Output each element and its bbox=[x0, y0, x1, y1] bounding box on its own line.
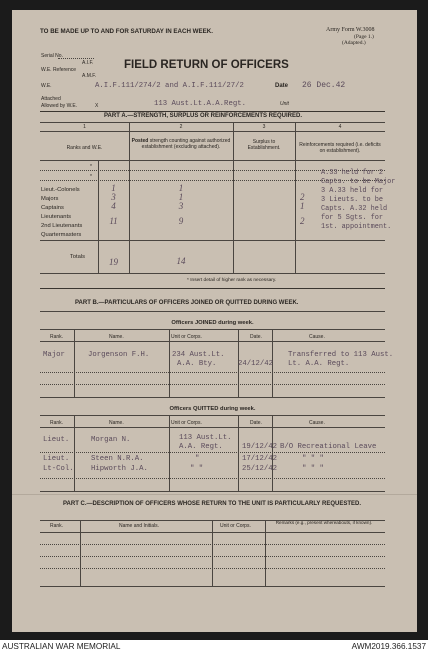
quitted-rank: Lieut. bbox=[43, 455, 70, 463]
reinforcement-note: for 5 Sgts. for bbox=[321, 214, 384, 222]
quitted-col-rank: Rank. bbox=[50, 420, 64, 426]
joined-header-rule bbox=[40, 341, 385, 342]
part-c-divider-1 bbox=[80, 520, 81, 586]
quitted-date: 17/12/42 bbox=[242, 455, 278, 463]
aif-label: A.I.F. bbox=[82, 60, 94, 66]
form-page: (Page 1.) bbox=[354, 34, 374, 40]
quitted-col-cause: Cause. bbox=[309, 420, 325, 426]
we-label: W.E. bbox=[41, 83, 52, 89]
quitted-name: Steen N.R.A. bbox=[91, 455, 144, 463]
joined-title-rule bbox=[40, 329, 385, 330]
quitted-divider-3 bbox=[238, 415, 239, 491]
part-c-col-name: Name and Initials. bbox=[119, 523, 160, 529]
totals-label: Totals bbox=[69, 254, 85, 260]
serial-label: Serial No. bbox=[41, 53, 63, 59]
posted-header bbox=[131, 138, 231, 150]
quitted-name: Morgan N. bbox=[91, 436, 131, 444]
quitted-divider-2 bbox=[169, 415, 170, 491]
quitted-unit: 113 Aust.Lt. bbox=[179, 434, 232, 442]
reinforcement-note: Capts. to be Major bbox=[321, 178, 396, 186]
quitted-col-name: Name. bbox=[109, 420, 124, 426]
posted-header-text: strength counting against authorized establishment (excluding attached). bbox=[141, 138, 231, 150]
form-id: Army Form W.3008 bbox=[326, 27, 375, 33]
part-c-col-rank: Rank. bbox=[50, 523, 64, 529]
col-number-2: 2 bbox=[179, 124, 183, 130]
archive-name: AUSTRALIAN WAR MEMORIAL bbox=[2, 642, 121, 651]
reinforcement-value: 2 bbox=[300, 216, 305, 226]
joined-col-date: Date. bbox=[250, 334, 262, 340]
part-a-title: PART A.—STRENGTH, SURPLUS OR REINFORCEMENTS REQUIRED. bbox=[104, 113, 303, 119]
quitted-divider-1 bbox=[74, 415, 75, 491]
reinforcement-note: 3 A.33 held for bbox=[321, 187, 384, 195]
joined-unit-line-2: A.A. Bty. bbox=[177, 360, 217, 368]
archive-reference: AWM2019.366.1537 bbox=[351, 642, 426, 651]
we-value: A.I.F.111/274/2 and A.I.F.111/27/2 bbox=[95, 82, 244, 90]
quitted-title: Officers QUITTED during week. bbox=[169, 406, 256, 412]
part-a-col-header-rule bbox=[40, 160, 385, 161]
joined-cause: Transferred to 113 Aust. bbox=[288, 351, 394, 359]
col-number-1: 1 bbox=[83, 124, 86, 130]
part-c-divider-3 bbox=[265, 520, 266, 586]
quitted-row-rule bbox=[40, 478, 385, 479]
we-value: 3 bbox=[111, 192, 116, 202]
part-c-col-remarks: Remarks (e.g., present whereabouts, if known). bbox=[275, 520, 373, 525]
reinforcement-note: 3 Lieuts. to be bbox=[321, 196, 384, 204]
amf-label: A.M.F. bbox=[82, 73, 97, 79]
reinforcements-header: Reinforcements required (i.e. deficits on establishment). bbox=[299, 142, 381, 154]
we-value: 4 bbox=[111, 201, 116, 211]
asterisk-1: * bbox=[90, 164, 92, 170]
col-number-rule bbox=[40, 131, 385, 132]
joined-divider-1 bbox=[74, 329, 75, 397]
unit-value: 113 Aust.Lt.A.A.Regt. bbox=[154, 100, 246, 108]
quitted-header-rule bbox=[40, 427, 385, 428]
part-c-row-rule bbox=[40, 568, 385, 569]
joined-col-name: Name. bbox=[109, 334, 124, 340]
quitted-cause: " " " bbox=[302, 455, 324, 463]
reinforcement-note: 1st. appointment. bbox=[321, 223, 392, 231]
part-c-col-unit: Unit or Corps. bbox=[220, 523, 251, 529]
part-c-title: PART C.—DESCRIPTION OF OFFICERS WHOSE RETURN TO THE UNIT IS PARTICULARLY REQUESTED. bbox=[62, 501, 362, 507]
form-instruction: TO BE MADE UP TO AND FOR SATURDAY IN EACH WEEK. bbox=[40, 28, 213, 35]
quitted-divider-4 bbox=[272, 415, 273, 491]
quitted-date: 25/12/42 bbox=[242, 465, 278, 473]
part-c-bottom-rule bbox=[40, 586, 385, 587]
date-value: 26 Dec.42 bbox=[302, 81, 346, 90]
part-a-bottom-rule bbox=[40, 288, 385, 289]
posted-value: 9 bbox=[178, 216, 184, 226]
ranks-header: Ranks and W.E. bbox=[66, 145, 103, 151]
serial-line bbox=[58, 58, 94, 59]
form-adapted: (Adapted.) bbox=[342, 40, 366, 46]
joined-col-rank: Rank. bbox=[50, 334, 64, 340]
col-2-divider bbox=[233, 122, 234, 273]
reinforcement-note: Capts. A.32 held bbox=[321, 205, 388, 213]
joined-title: Officers JOINED during week. bbox=[171, 320, 254, 326]
joined-row-rule bbox=[40, 384, 385, 385]
reinforcement-value: 2 bbox=[300, 192, 305, 202]
form-title: FIELD RETURN OF OFFICERS bbox=[124, 59, 289, 71]
quitted-col-date: Date. bbox=[250, 420, 262, 426]
part-a-header-rule bbox=[40, 122, 385, 123]
posted-header-bold: Posted bbox=[131, 138, 149, 144]
quitted-bottom-rule bbox=[40, 491, 385, 492]
x-mark: X bbox=[95, 103, 99, 109]
quitted-unit: " " bbox=[190, 465, 204, 473]
totals-posted: 14 bbox=[176, 256, 186, 266]
rank-label: Majors bbox=[41, 196, 59, 202]
totals-we: 19 bbox=[109, 257, 118, 267]
part-b-title: PART B.—PARTICULARS OF OFFICERS JOINED OR QUITTED DURING WEEK. bbox=[75, 300, 299, 306]
part-c-row-rule bbox=[40, 556, 385, 557]
rank-label: Captains bbox=[41, 205, 64, 211]
we-reference-label: W.E. Reference bbox=[41, 67, 77, 73]
quitted-col-unit: Unit or Corps. bbox=[171, 420, 202, 426]
we-value: 11 bbox=[109, 216, 118, 226]
part-c-row-rule bbox=[40, 544, 385, 545]
part-c-divider-2 bbox=[212, 520, 213, 586]
quitted-row-rule bbox=[40, 452, 385, 453]
totals-top-rule bbox=[40, 240, 385, 241]
part-a-top-rule bbox=[40, 111, 385, 112]
rank-label: Quartermasters bbox=[41, 232, 82, 238]
reinforcement-note: A.33 held for 2 bbox=[321, 169, 384, 177]
asterisk-2: * bbox=[90, 174, 92, 180]
quitted-cause: B/O Recreational Leave bbox=[280, 443, 377, 451]
posted-value: 1 bbox=[178, 192, 184, 202]
quitted-unit: " bbox=[195, 455, 200, 463]
joined-bottom-rule bbox=[40, 397, 385, 398]
joined-col-cause: Cause. bbox=[309, 334, 325, 340]
totals-bottom-rule bbox=[40, 273, 385, 274]
quitted-cause: " " " bbox=[302, 465, 324, 473]
col-number-3: 3 bbox=[262, 124, 266, 130]
reinforcement-value: 1 bbox=[300, 201, 305, 211]
col-3-divider bbox=[295, 122, 296, 273]
joined-unit: 234 Aust.Lt. bbox=[172, 351, 225, 359]
quitted-rank: Lt-Col. bbox=[43, 465, 74, 473]
quitted-name: Hipworth J.A. bbox=[91, 465, 148, 473]
joined-row-rule bbox=[40, 372, 385, 373]
part-b-rule bbox=[40, 311, 385, 312]
quitted-title-rule bbox=[40, 415, 385, 416]
joined-rank: Major bbox=[43, 351, 65, 359]
we-value: 1 bbox=[111, 183, 116, 193]
allowed-label: Allowed by W.E. bbox=[41, 103, 78, 109]
quitted-date: 19/12/42 bbox=[242, 443, 278, 451]
rank-label: Lieutenants bbox=[41, 214, 71, 220]
fold-line bbox=[12, 494, 417, 495]
surplus-header: Surplus to Establishment. bbox=[247, 139, 281, 151]
joined-col-unit: Unit or Corps. bbox=[171, 334, 202, 340]
attached-label: Attached bbox=[41, 96, 61, 102]
archive-footer bbox=[0, 640, 428, 653]
col-number-4: 4 bbox=[338, 124, 342, 130]
rank-label: Lieut.-Colonels bbox=[41, 187, 80, 193]
posted-value: 3 bbox=[178, 201, 184, 211]
posted-value: 1 bbox=[178, 183, 184, 193]
field-return-form bbox=[12, 10, 417, 632]
footnote: * Insert detail of higher rank as necessary. bbox=[187, 278, 277, 283]
joined-cause-line-2: Lt. A.A. Regt. bbox=[288, 360, 350, 368]
joined-name: Jorgenson F.H. bbox=[88, 351, 150, 359]
joined-divider-2 bbox=[169, 329, 170, 397]
joined-date: 24/12/42 bbox=[238, 360, 274, 368]
quitted-rank: Lieut. bbox=[43, 436, 70, 444]
unit-label: Unit bbox=[280, 101, 289, 107]
rank-label: 2nd Lieutenants bbox=[41, 223, 83, 229]
quitted-unit-line-2: A.A. Regt. bbox=[179, 443, 223, 451]
date-label: Date bbox=[275, 83, 289, 89]
